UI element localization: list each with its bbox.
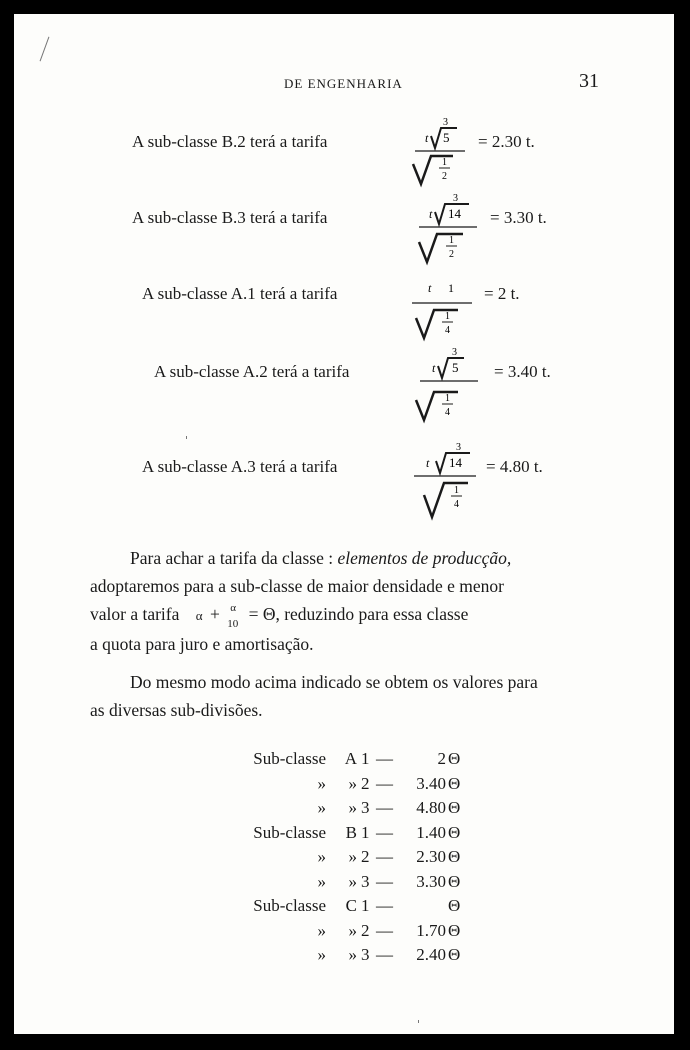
row-unit: Θ (448, 847, 461, 866)
row-number: 2 (361, 773, 370, 793)
paragraph-line: adoptaremos para a sub-classe de maior densidade e menor (90, 576, 505, 596)
paragraph-tariff-class (90, 544, 600, 658)
row-number: 3 (361, 871, 370, 891)
formula-b3 (132, 190, 592, 270)
den-top: 1 (445, 311, 450, 322)
root-index: 3 (453, 193, 458, 204)
row-unit: Θ (448, 920, 461, 940)
alpha-over-ten (226, 601, 244, 630)
italic-term: elementos de producção, (337, 548, 512, 568)
margin-mark (40, 37, 50, 62)
numerator-t: t (425, 131, 429, 145)
row-number: 1 (361, 749, 370, 768)
paragraph-line (90, 600, 600, 630)
tariff-row (214, 921, 494, 946)
tariff-fraction (412, 344, 472, 424)
den-bottom: 4 (445, 407, 450, 418)
root-index: 3 (452, 347, 457, 358)
formula-a3 (142, 439, 592, 519)
tariff-row (214, 847, 494, 872)
frac-top: α (230, 601, 236, 614)
den-bottom: 2 (449, 249, 454, 260)
row-label: Sub-classe (253, 749, 326, 768)
root-sign (419, 234, 463, 262)
den-top: 1 (449, 235, 454, 246)
row-number: 3 (361, 945, 370, 964)
formula-b2 (132, 114, 592, 194)
row-label: Sub-classe (253, 822, 326, 842)
formula-result: = 3.30 t. (490, 208, 547, 227)
row-subclass: » (348, 945, 357, 964)
row-value: 1.40 (416, 822, 446, 842)
row-subclass: B (345, 822, 357, 842)
numerator-t: t (429, 207, 433, 221)
row-number: 1 (361, 822, 370, 842)
row-dash: — (376, 749, 393, 768)
row-number: 1 (361, 896, 370, 915)
row-unit: Θ (448, 749, 461, 768)
row-dash: — (376, 822, 393, 842)
root-sign (416, 392, 458, 420)
formula-lead: A sub-classe A.1 terá a tarifa (142, 284, 338, 303)
root-sign (424, 483, 468, 517)
paragraph-line (90, 544, 600, 572)
numerator-t: t (426, 456, 430, 470)
row-value: 2.40 (416, 945, 446, 964)
row-value: 2.30 (416, 847, 446, 866)
formula-result: = 3.40 t. (494, 362, 551, 381)
row-unit: Θ (448, 945, 461, 964)
cube-root-sign (438, 358, 464, 378)
row-number: 2 (361, 920, 370, 940)
alpha-symbol: α (195, 608, 203, 623)
page-header (14, 70, 674, 98)
formula-lead: A sub-classe A.3 terá a tarifa (142, 457, 338, 476)
row-value: 3.40 (416, 773, 446, 793)
text-span: = Θ, reduzindo para essa classe (248, 604, 469, 624)
tariff-row (214, 774, 494, 799)
radicand: 5 (443, 130, 450, 145)
running-title: DE ENGENHARIA (284, 76, 403, 91)
formula-a2 (154, 344, 604, 424)
root-sign (413, 156, 453, 184)
row-label: » (317, 945, 326, 964)
tariff-row (214, 945, 494, 970)
tariff-table (214, 749, 494, 970)
row-value: 4.80 (416, 798, 446, 817)
formula-result: = 4.80 t. (486, 457, 543, 476)
paragraph-line: Do mesmo modo acima indicado se obtem os valores para (130, 672, 538, 692)
row-unit: Θ (448, 773, 461, 793)
formula-lead: A sub-classe A.2 terá a tarifa (154, 362, 350, 381)
root-sign (416, 310, 458, 338)
tariff-row (214, 872, 494, 897)
row-label: » (317, 920, 326, 940)
den-bottom: 2 (442, 171, 447, 182)
row-value: 2 (437, 749, 446, 768)
row-subclass: » (348, 920, 357, 940)
root-index: 3 (456, 442, 461, 453)
paragraph-line: as diversas sub-divisões. (90, 700, 263, 720)
den-top: 1 (442, 157, 447, 168)
row-subclass: » (348, 871, 357, 891)
paragraph-line: a quota para juro e amortisação. (90, 634, 314, 654)
row-subclass: » (348, 773, 357, 793)
tariff-row (214, 798, 494, 823)
row-dash: — (376, 773, 393, 793)
numerator-t: t (432, 361, 436, 375)
formula-result: = 2 t. (484, 284, 520, 303)
speck (186, 436, 187, 439)
row-label: Sub-classe (253, 896, 326, 915)
row-dash: — (376, 896, 393, 915)
text-span: valor a tarifa (90, 604, 180, 624)
den-bottom: 4 (445, 325, 450, 336)
row-label: » (317, 871, 326, 891)
row-dash: — (376, 798, 393, 817)
paragraph-subdivisions (90, 668, 600, 724)
row-unit: Θ (448, 822, 461, 842)
row-label: » (317, 798, 326, 817)
tariff-fraction (410, 266, 470, 346)
row-unit: Θ (448, 798, 461, 817)
root-index: 3 (443, 117, 448, 128)
speck (418, 1020, 419, 1023)
row-label: » (317, 847, 326, 866)
formula-lead: A sub-classe B.2 terá a tarifa (132, 132, 328, 151)
row-unit: Θ (448, 871, 461, 891)
formula-result: = 2.30 t. (478, 132, 535, 151)
row-subclass: C (345, 896, 357, 915)
tariff-row (214, 896, 494, 921)
radicand: 14 (449, 455, 462, 470)
row-dash: — (376, 847, 393, 866)
page-number: 31 (579, 70, 599, 92)
frac-bottom: 10 (227, 617, 239, 630)
row-label: » (317, 773, 326, 793)
numerator-t: t (428, 281, 432, 295)
row-dash: — (376, 920, 393, 940)
row-dash: — (376, 871, 393, 891)
row-subclass: » (348, 798, 357, 817)
row-number: 3 (361, 798, 370, 817)
text-span: Para achar a tarifa da classe : (130, 548, 338, 568)
plain-numerator: 1 (448, 281, 454, 295)
tariff-fraction (407, 114, 467, 194)
row-subclass: » (348, 847, 357, 866)
tariff-fraction (412, 439, 472, 519)
formula-a1 (142, 266, 592, 346)
row-number: 2 (361, 847, 370, 866)
tariff-fraction (415, 190, 475, 270)
radicand: 5 (452, 360, 459, 375)
radicand: 14 (448, 206, 461, 221)
row-value: 1.70 (416, 920, 446, 940)
row-dash: — (376, 945, 393, 964)
book-page (14, 14, 674, 1034)
row-unit: Θ (448, 896, 461, 915)
den-top: 1 (454, 485, 459, 496)
row-subclass: A (344, 749, 357, 768)
den-top: 1 (445, 393, 450, 404)
formula-lead: A sub-classe B.3 terá a tarifa (132, 208, 328, 227)
tariff-row (214, 749, 494, 774)
tariff-row (214, 823, 494, 848)
row-value: 3.30 (416, 871, 446, 891)
den-bottom: 4 (454, 499, 459, 510)
plus-symbol: + (209, 604, 220, 624)
